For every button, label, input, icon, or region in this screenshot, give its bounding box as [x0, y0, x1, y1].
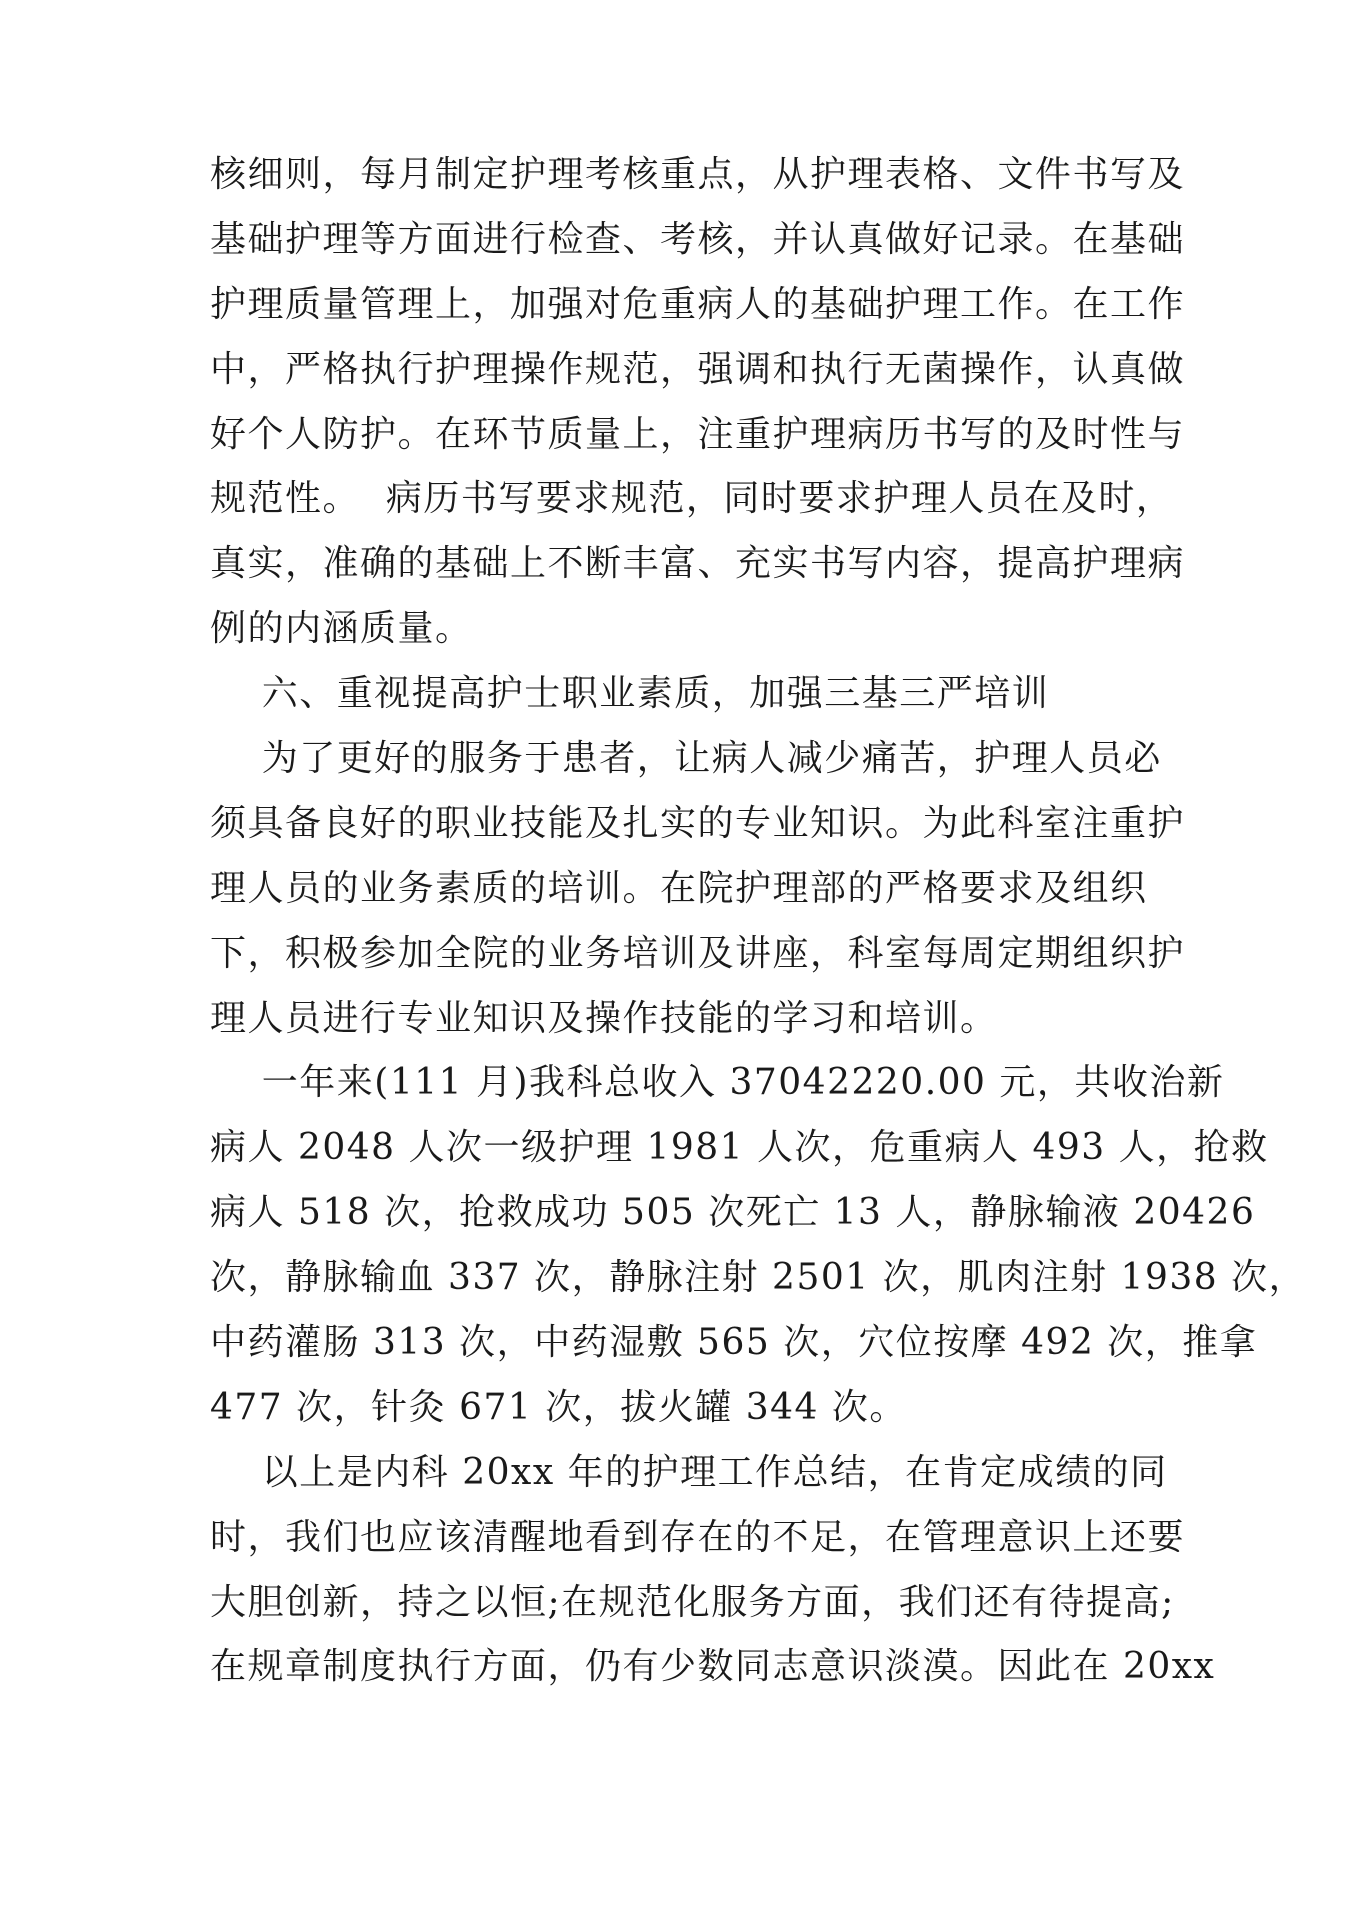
- text-line: 中药灌肠 313 次，中药湿敷 565 次，穴位按摩 492 次，推拿: [210, 1322, 1258, 1364]
- text-line: 病人 518 次，抢救成功 505 次死亡 13 人，静脉输液 20426: [210, 1192, 1256, 1234]
- text-line: 病人 2048 人次一级护理 1981 人次，危重病人 493 人，抢救: [210, 1127, 1269, 1169]
- document-body: [210, 143, 1307, 1700]
- text-line: 477 次，针灸 671 次，拔火罐 344 次。: [210, 1386, 907, 1428]
- text-line: 核细则，每月制定护理考核重点，从护理表格、文件书写及: [210, 154, 1186, 195]
- text-line: 为了更好的服务于患者，让病人减少痛苦，护理人员必: [210, 738, 1162, 780]
- text-line: 中，严格执行护理操作规范，强调和执行无菌操作，认真做: [210, 348, 1186, 390]
- text-line: 理人员的业务素质的培训。在院护理部的严格要求及组织: [210, 867, 1148, 909]
- text-line: 时，我们也应该清醒地看到存在的不足，在管理意识上还要: [210, 1516, 1186, 1558]
- text-line: 规范性。 病历书写要求规范，同时要求护理人员在及时，: [210, 478, 1174, 520]
- text-line: 真实，准确的基础上不断丰富、充实书写内容，提高护理病: [210, 543, 1186, 585]
- text-line: 理人员进行专业知识及操作技能的学习和培训。: [210, 997, 998, 1039]
- text-line: 护理质量管理上，加强对危重病人的基础护理工作。在工作: [210, 283, 1186, 325]
- text-line: 基础护理等方面进行检查、考核，并认真做好记录。在基础: [210, 218, 1186, 260]
- text-line: 大胆创新，持之以恒;在规范化服务方面，我们还有待提高;: [210, 1581, 1175, 1623]
- section-heading: 六、重视提高护士职业素质，加强三基三严培训: [210, 673, 1050, 715]
- text-line: 好个人防护。在环节质量上，注重护理病历书写的及时性与: [210, 413, 1186, 455]
- text-line: 次，静脉输血 337 次，静脉注射 2501 次，肌肉注射 1938 次，: [210, 1257, 1307, 1299]
- text-line: 以上是内科 20xx 年的护理工作总结，在肯定成绩的同: [210, 1451, 1168, 1493]
- text-line: 例的内涵质量。: [210, 608, 473, 650]
- text-line: 一年来(111 月)我科总收入 37042220.00 元，共收治新: [210, 1062, 1225, 1104]
- text-line: 在规章制度执行方面，仍有少数同志意识淡漠。因此在 20xx: [210, 1646, 1216, 1688]
- text-line: 须具备良好的职业技能及扎实的专业知识。为此科室注重护: [210, 802, 1186, 844]
- text-line: 下，积极参加全院的业务培训及讲座，科室每周定期组织护: [210, 932, 1186, 974]
